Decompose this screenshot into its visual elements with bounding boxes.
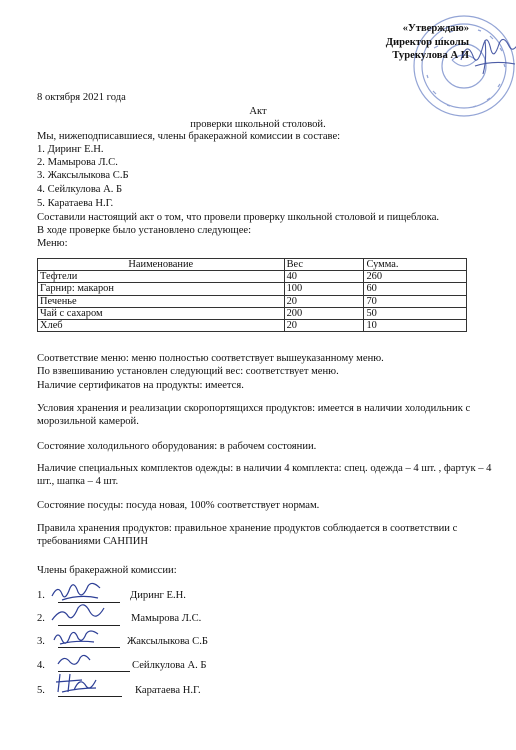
table-cell: 100 [284, 283, 364, 295]
signature-name: Жаксылыкова С.Б [127, 636, 208, 647]
table-cell: 200 [284, 307, 364, 319]
table-cell: Хлеб [38, 319, 285, 331]
signature-number: 3. [37, 636, 45, 647]
signature-icon [48, 602, 112, 626]
document-subtitle: проверки школьной столовой. [190, 119, 326, 130]
table-header-row [38, 259, 467, 271]
approval-name: Турекулова А И [392, 50, 469, 61]
finding-dishes: Состояние посуды: посуда новая, 100% соответствует нормам. [37, 500, 320, 511]
table-cell: 70 [364, 295, 467, 307]
table-row [38, 295, 467, 307]
table-header-cell: Вес [284, 259, 364, 271]
document-date: 8 октября 2021 года [37, 92, 126, 103]
member-item: 3. Жаксылыкова С.Б [37, 170, 129, 181]
table-cell: Чай с сахаром [38, 307, 285, 319]
finding-menu-match: Соответствие меню: меню полностью соответствует вышеуказанному меню. [37, 353, 384, 364]
member-item: 2. Мамырова Л.С. [37, 157, 118, 168]
table-cell: 60 [364, 283, 467, 295]
member-item: 5. Каратаева Н.Г. [37, 198, 114, 209]
statement-text: Составили настоящий акт о том, что провели проверку школьной столовой и пищеблока. [37, 212, 440, 223]
menu-label: Меню: [37, 238, 68, 249]
signature-name: Сейлкулова А. Б [132, 660, 207, 671]
finding-storage: Условия хранения и реализации скоропортящихся продуктов: имеется в наличии холодильник с морозильной камерой. [37, 403, 471, 427]
member-item: 1. Диринг Е.Н. [37, 144, 104, 155]
finding-weight: По взвешиванию установлен следующий вес: соответствует меню. [37, 366, 339, 377]
table-cell: Тефтели [38, 271, 285, 283]
signature-name: Диринг Е.Н. [130, 590, 186, 601]
signature-number: 1. [37, 590, 45, 601]
table-header-cell: Наименование [38, 259, 285, 271]
intro-text: Мы, нижеподписавшиеся, члены бракеражной комиссии в составе: [37, 131, 341, 142]
statement-text: В ходе проверке было установлено следующее: [37, 225, 252, 236]
finding-certificates: Наличие сертификатов на продукты: имеется. [37, 380, 244, 391]
signature-name: Мамырова Л.С. [131, 613, 202, 624]
signature-icon [52, 670, 102, 696]
table-cell: 40 [284, 271, 364, 283]
signatures-heading: Члены бракеражной комиссии: [37, 565, 177, 576]
table-cell: Печенье [38, 295, 285, 307]
finding-rules: Правила хранения продуктов: правильное хранение продуктов соблюдается в соответствии с требованиями САНПИН [37, 523, 458, 547]
document-title: Акт [249, 106, 267, 117]
member-item: 4. Сейлкулова А. Б [37, 184, 123, 195]
signature-name: Каратаева Н.Г. [135, 685, 201, 696]
director-signature-icon [455, 30, 516, 80]
table-cell: 20 [284, 319, 364, 331]
signature-number: 5. [37, 685, 45, 696]
table-row [38, 283, 467, 295]
table-cell: Гарнир: макарон [38, 283, 285, 295]
table-cell: 20 [284, 295, 364, 307]
table-row [38, 319, 467, 331]
finding-clothing: Наличие специальных комплектов одежды: в наличии 4 комплекта: спец. одежда – 4 шт. , фартук – 4 шт., шапка – 4 шт. [37, 463, 492, 487]
finding-fridge: Состояние холодильного оборудования: в рабочем состоянии. [37, 441, 317, 452]
menu-table [37, 258, 467, 332]
table-cell: 50 [364, 307, 467, 319]
table-header-cell: Сумма. [364, 259, 467, 271]
table-row [38, 307, 467, 319]
approval-position: Директор школы [385, 36, 469, 48]
table-row [38, 271, 467, 283]
signature-icon [48, 580, 108, 604]
table-cell: 10 [364, 319, 467, 331]
signature-icon [54, 650, 94, 670]
signature-icon [50, 626, 106, 648]
approval-label: «Утверждаю» [402, 23, 469, 34]
table-cell: 260 [364, 271, 467, 283]
signature-number: 2. [37, 613, 45, 624]
signature-number: 4. [37, 660, 45, 671]
